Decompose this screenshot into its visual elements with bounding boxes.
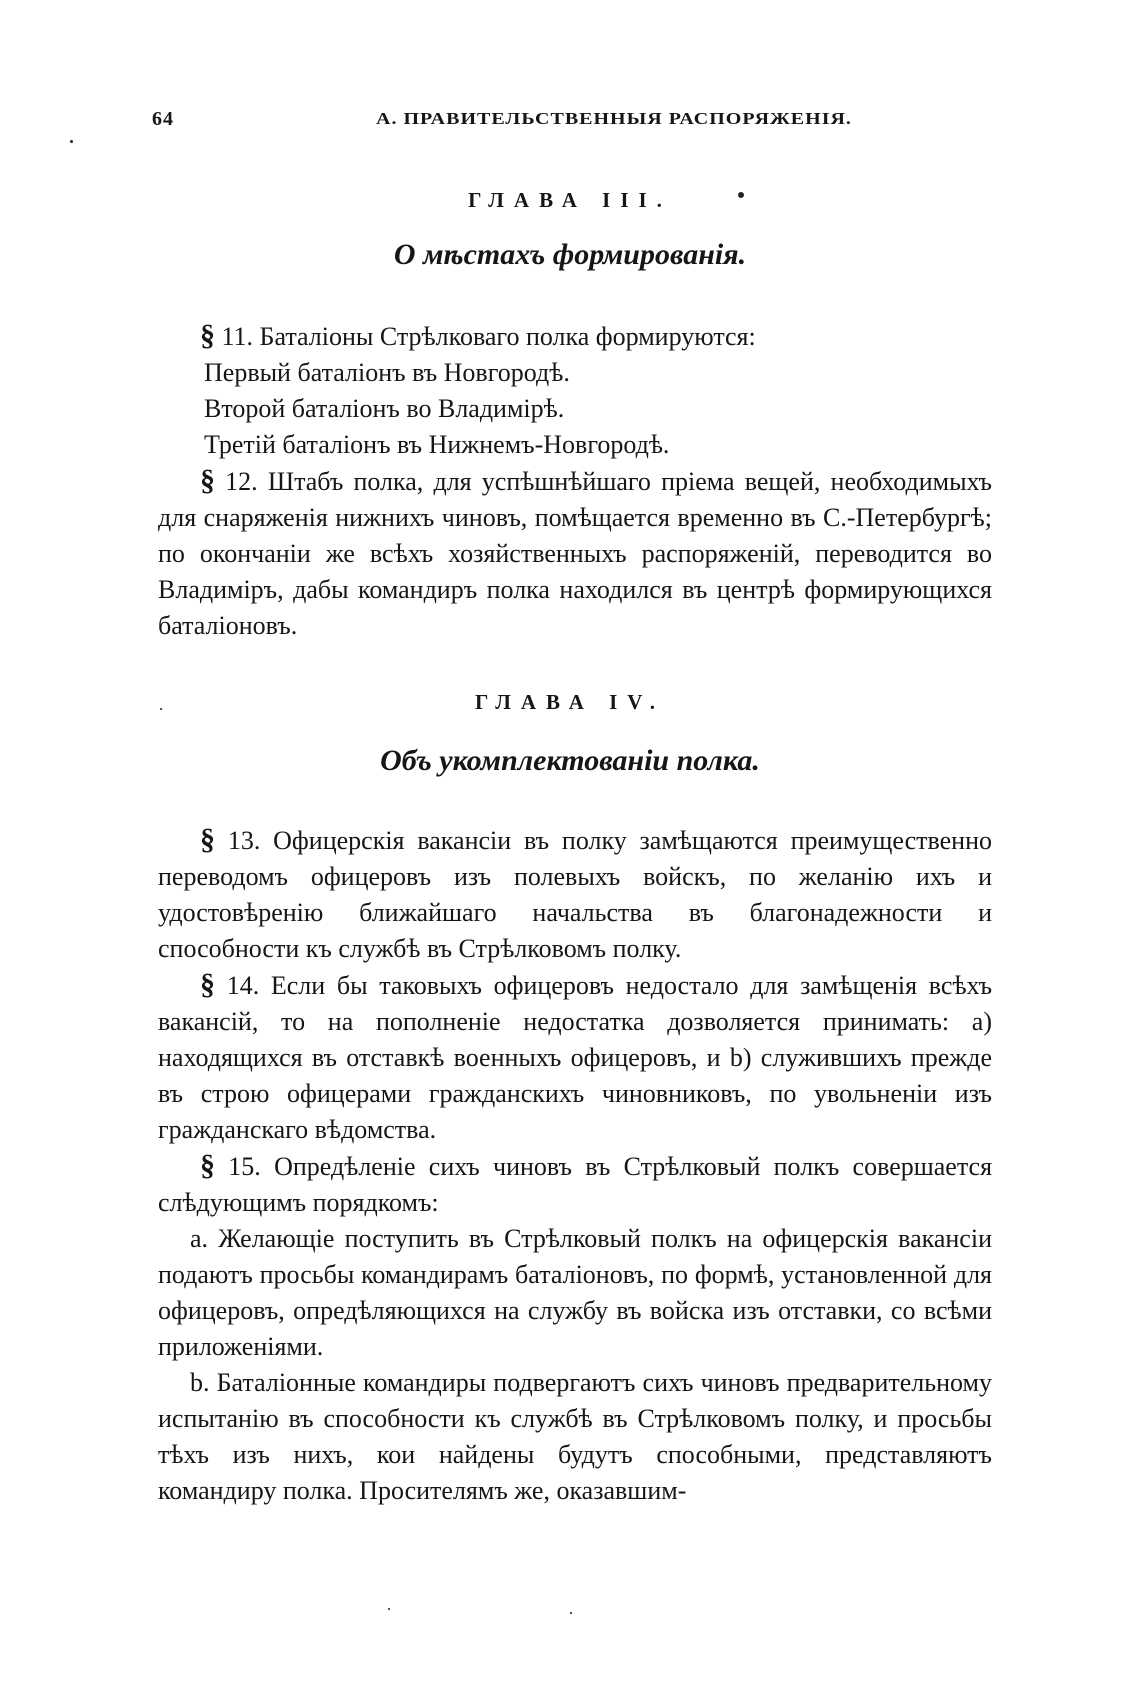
section-number: 11. [221,322,254,351]
section-sign: § [200,464,215,497]
section-text: Офицерскія вакансіи въ полку замѣщаются преимущественно переводомъ офицеровъ изъ полевыхъ войскъ, по желанію ихъ и удостовѣренію ближайшаго начальства въ благонадежности и способности къ службѣ въ Стрѣлковомъ полку. [158,826,992,963]
print-speck [738,192,744,198]
section-text: Если бы таковыхъ офицеровъ недостало для замѣщенія всѣхъ вакансій, то на пополненіе недостатка дозволяется принимать: а) находящихся въ отставкѣ военныхъ офицеровъ, и b) служившихъ прежде въ строю офицерами гражданскихъ чиновниковъ, по увольненіи изъ гражданскаго вѣдомства. [158,971,993,1144]
section-11 [158,318,992,355]
section-13 [158,822,992,967]
print-speck [160,708,162,710]
chapter-3-subtitle: О мѣстахъ формированія. [393,238,747,271]
running-head-title: А. ПРАВИТЕЛЬСТВЕННЫЯ РАСПОРЯЖЕНІЯ. [376,109,852,129]
section-15 [158,1148,992,1221]
section-sign: § [200,968,215,1001]
section-text: Баталіоны Стрѣлковаго полка формируются: [259,322,756,351]
section-number: 15. [228,1152,261,1181]
chapter-3-body [158,318,992,644]
section-text: Опредѣленіе сихъ чиновъ въ Стрѣлковый полкъ совершается слѣдующимъ порядкомъ: [158,1152,993,1217]
section-11-line: Третій баталіонъ въ Нижнемъ-Новгородѣ. [204,430,670,459]
section-sign: § [200,823,215,856]
section-15-item-a: а. Желающіе поступить въ Стрѣлковый полкъ на офицерскія вакансіи подаютъ просьбы командирамъ баталіоновъ, по формѣ, установленной для офицеровъ, опредѣляющихся на службу въ войска изъ отставки, со всѣми приложеніями. [158,1224,992,1361]
section-14 [158,967,992,1148]
section-11-line: Второй баталіонъ во Владимірѣ. [204,394,565,423]
section-sign: § [200,319,215,352]
running-head [148,108,988,138]
section-number: 13. [227,826,261,855]
chapter-4-body [158,822,992,1509]
section-12 [158,463,992,644]
chapter-4-subtitle: Объ укомплектованіи полка. [380,744,760,777]
print-speck [570,1612,572,1614]
section-sign: § [200,1149,215,1182]
section-number: 14. [226,971,260,1000]
page-number: 64 [152,108,174,130]
print-speck [388,1608,390,1610]
section-text: Штабъ полка, для успѣшнѣйшаго пріема вещей, необходимыхъ для снаряженія нижнихъ чиновъ, помѣщается временно въ С.-Петербургѣ; по окончаніи же всѣхъ хозяйственныхъ распоряженій, переводится во Владиміръ, дабы командиръ полка находился въ центрѣ формирующихся баталіоновъ. [158,467,993,640]
chapter-3-heading: ГЛАВА III. [468,188,672,212]
section-11-line: Первый баталіонъ въ Новгородѣ. [204,358,570,387]
chapter-4-heading: ГЛАВА IV. [475,690,665,714]
section-15-item-b: b. Баталіонные командиры подвергаютъ сихъ чиновъ предварительному испытанію въ способности къ службѣ въ Стрѣлковомъ полку, и просьбы тѣхъ изъ нихъ, кои найдены будутъ способными, представляютъ командиру полка. Просителямъ же, оказавшим- [158,1368,992,1505]
section-number: 12. [225,467,258,496]
print-speck [70,140,73,143]
